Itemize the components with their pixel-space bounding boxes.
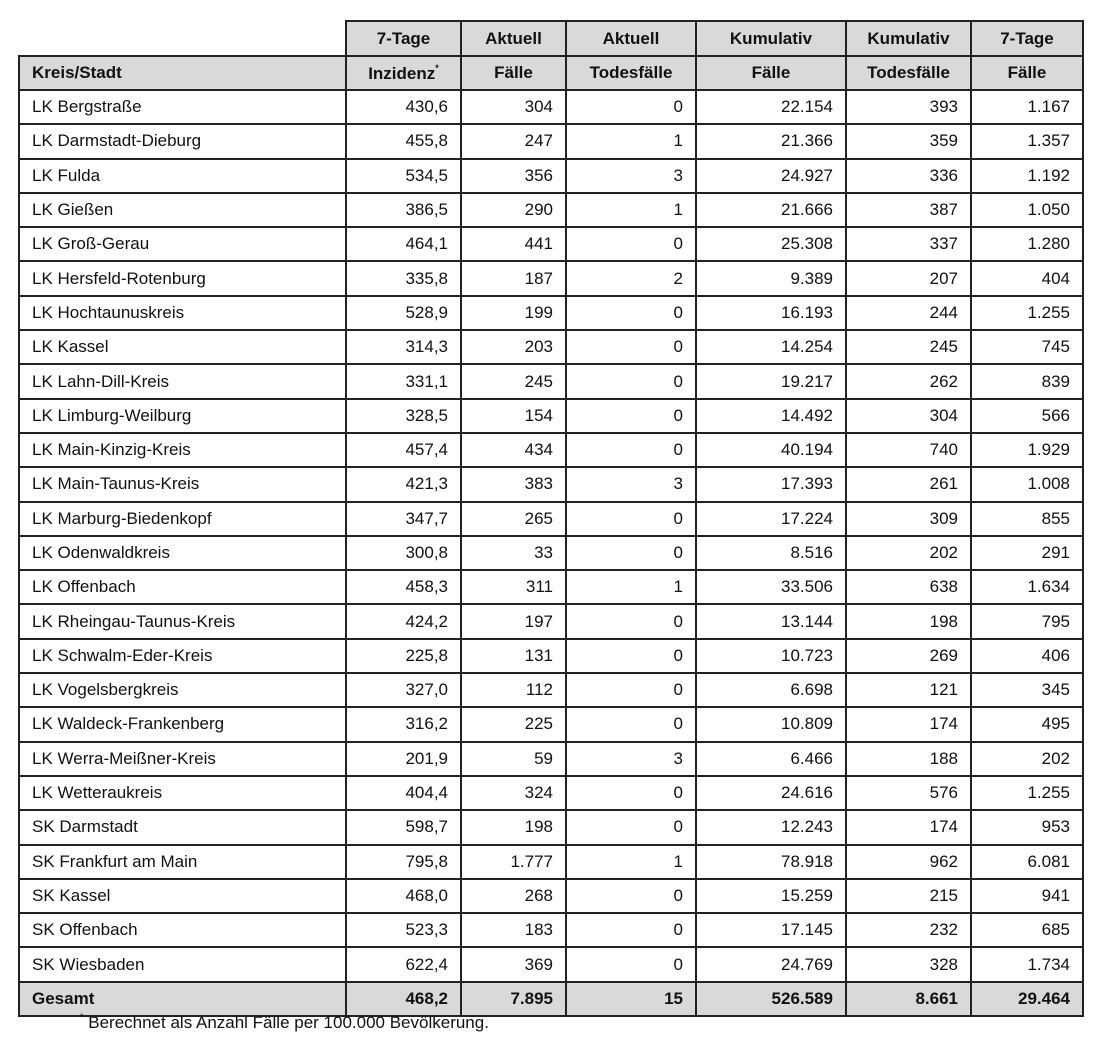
cell-name: LK Werra-Meißner-Kreis <box>19 742 346 776</box>
cell-deaths-cumulative: 261 <box>846 467 971 501</box>
cell-name: LK Offenbach <box>19 570 346 604</box>
cell-cases-cumulative: 14.254 <box>696 330 846 364</box>
cell-deaths-cumulative: 244 <box>846 296 971 330</box>
cell-cases-7day: 566 <box>971 399 1083 433</box>
cell-incidence: 523,3 <box>346 913 461 947</box>
cell-cases-7day: 1.634 <box>971 570 1083 604</box>
cell-cases-7day: 495 <box>971 707 1083 741</box>
cell-name: LK Hersfeld-Rotenburg <box>19 261 346 295</box>
cell-deaths-current: 3 <box>566 742 696 776</box>
cell-incidence: 464,1 <box>346 227 461 261</box>
cell-incidence: 528,9 <box>346 296 461 330</box>
cell-cases-current: 369 <box>461 947 566 981</box>
cell-cases-7day: 1.192 <box>971 159 1083 193</box>
cell-incidence: 335,8 <box>346 261 461 295</box>
cell-incidence: 534,5 <box>346 159 461 193</box>
cell-name: LK Gießen <box>19 193 346 227</box>
cell-deaths-cumulative: 269 <box>846 639 971 673</box>
cell-incidence: 316,2 <box>346 707 461 741</box>
cell-cases-cumulative: 24.769 <box>696 947 846 981</box>
total-cases-7day: 29.464 <box>971 982 1083 1016</box>
cell-cases-current: 1.777 <box>461 845 566 879</box>
cell-deaths-current: 1 <box>566 570 696 604</box>
cell-cases-cumulative: 78.918 <box>696 845 846 879</box>
table-row <box>19 227 1083 261</box>
cell-cases-current: 154 <box>461 399 566 433</box>
cell-cases-current: 112 <box>461 673 566 707</box>
cell-deaths-cumulative: 215 <box>846 879 971 913</box>
cell-cases-cumulative: 9.389 <box>696 261 846 295</box>
table-row <box>19 90 1083 124</box>
cell-deaths-current: 0 <box>566 433 696 467</box>
footnote-text: Berechnet als Anzahl Fälle per 100.000 Bevölkerung. <box>83 1013 489 1032</box>
cell-name: SK Wiesbaden <box>19 947 346 981</box>
cell-deaths-current: 0 <box>566 879 696 913</box>
header-incidence <box>346 56 461 90</box>
cell-incidence: 424,2 <box>346 604 461 638</box>
cell-deaths-cumulative: 740 <box>846 433 971 467</box>
cell-cases-7day: 1.929 <box>971 433 1083 467</box>
cell-deaths-cumulative: 304 <box>846 399 971 433</box>
cell-incidence: 404,4 <box>346 776 461 810</box>
total-cases-cumulative: 526.589 <box>696 982 846 1016</box>
cell-name: LK Bergstraße <box>19 90 346 124</box>
cell-cases-7day: 406 <box>971 639 1083 673</box>
cell-cases-current: 268 <box>461 879 566 913</box>
cell-cases-current: 59 <box>461 742 566 776</box>
cell-cases-7day: 745 <box>971 330 1083 364</box>
cell-cases-current: 198 <box>461 810 566 844</box>
cell-deaths-cumulative: 207 <box>846 261 971 295</box>
cell-name: LK Hochtaunuskreis <box>19 296 346 330</box>
header-cases-current-top: Aktuell <box>461 21 566 56</box>
header-cases-7day-top: 7-Tage <box>971 21 1083 56</box>
cell-deaths-current: 0 <box>566 536 696 570</box>
header-cases-cumulative: Fälle <box>696 56 846 90</box>
header-name: Kreis/Stadt <box>19 56 346 90</box>
table-row <box>19 502 1083 536</box>
cell-cases-current: 199 <box>461 296 566 330</box>
table-body <box>19 90 1083 982</box>
cell-incidence: 225,8 <box>346 639 461 673</box>
table-row <box>19 879 1083 913</box>
cell-cases-cumulative: 17.393 <box>696 467 846 501</box>
cell-cases-cumulative: 40.194 <box>696 433 846 467</box>
cell-cases-cumulative: 6.466 <box>696 742 846 776</box>
cell-incidence: 622,4 <box>346 947 461 981</box>
cell-cases-cumulative: 21.366 <box>696 124 846 158</box>
cell-deaths-current: 0 <box>566 399 696 433</box>
total-cases-current: 7.895 <box>461 982 566 1016</box>
cell-cases-cumulative: 16.193 <box>696 296 846 330</box>
cell-cases-cumulative: 25.308 <box>696 227 846 261</box>
table-row <box>19 707 1083 741</box>
cell-deaths-cumulative: 393 <box>846 90 971 124</box>
table-row <box>19 604 1083 638</box>
cell-deaths-current: 3 <box>566 159 696 193</box>
table-row <box>19 673 1083 707</box>
cell-incidence: 300,8 <box>346 536 461 570</box>
footnote-marker: * <box>435 62 439 73</box>
table-row <box>19 639 1083 673</box>
cell-name: LK Limburg-Weilburg <box>19 399 346 433</box>
table-row <box>19 742 1083 776</box>
cell-cases-7day: 291 <box>971 536 1083 570</box>
cell-cases-7day: 953 <box>971 810 1083 844</box>
cell-incidence: 347,7 <box>346 502 461 536</box>
header-cases-current: Fälle <box>461 56 566 90</box>
cell-deaths-current: 3 <box>566 467 696 501</box>
total-incidence: 468,2 <box>346 982 461 1016</box>
cell-deaths-cumulative: 638 <box>846 570 971 604</box>
cell-incidence: 458,3 <box>346 570 461 604</box>
cell-cases-7day: 1.255 <box>971 776 1083 810</box>
cell-deaths-cumulative: 202 <box>846 536 971 570</box>
cell-name: LK Rheingau-Taunus-Kreis <box>19 604 346 638</box>
cell-cases-current: 203 <box>461 330 566 364</box>
cell-name: SK Frankfurt am Main <box>19 845 346 879</box>
cell-name: LK Main-Kinzig-Kreis <box>19 433 346 467</box>
table-row <box>19 536 1083 570</box>
cell-cases-current: 247 <box>461 124 566 158</box>
table-row <box>19 364 1083 398</box>
cell-deaths-current: 0 <box>566 502 696 536</box>
cell-cases-7day: 202 <box>971 742 1083 776</box>
cell-cases-current: 324 <box>461 776 566 810</box>
cell-cases-current: 434 <box>461 433 566 467</box>
cell-name: LK Kassel <box>19 330 346 364</box>
cell-cases-current: 183 <box>461 913 566 947</box>
cell-incidence: 314,3 <box>346 330 461 364</box>
cell-deaths-current: 0 <box>566 364 696 398</box>
footnote-asterisk: * <box>80 1012 84 1022</box>
cell-cases-cumulative: 21.666 <box>696 193 846 227</box>
cell-incidence: 455,8 <box>346 124 461 158</box>
cell-deaths-current: 0 <box>566 296 696 330</box>
cell-cases-cumulative: 24.927 <box>696 159 846 193</box>
cell-deaths-cumulative: 174 <box>846 707 971 741</box>
header-blank-cell <box>19 21 346 56</box>
footnote <box>80 1012 489 1033</box>
cell-name: LK Darmstadt-Dieburg <box>19 124 346 158</box>
cell-deaths-current: 0 <box>566 707 696 741</box>
cell-deaths-current: 0 <box>566 673 696 707</box>
cell-cases-cumulative: 24.616 <box>696 776 846 810</box>
cell-cases-7day: 1.357 <box>971 124 1083 158</box>
cell-incidence: 430,6 <box>346 90 461 124</box>
cell-cases-7day: 1.734 <box>971 947 1083 981</box>
cell-name: LK Schwalm-Eder-Kreis <box>19 639 346 673</box>
cell-deaths-cumulative: 262 <box>846 364 971 398</box>
header-incidence-label: Inzidenz <box>368 63 436 83</box>
cell-name: LK Fulda <box>19 159 346 193</box>
cell-cases-7day: 345 <box>971 673 1083 707</box>
cell-cases-7day: 6.081 <box>971 845 1083 879</box>
cell-name: LK Odenwaldkreis <box>19 536 346 570</box>
cell-deaths-cumulative: 336 <box>846 159 971 193</box>
table-row <box>19 810 1083 844</box>
cell-deaths-current: 0 <box>566 776 696 810</box>
header-row-bottom <box>19 56 1083 90</box>
cell-cases-7day: 685 <box>971 913 1083 947</box>
cell-name: LK Main-Taunus-Kreis <box>19 467 346 501</box>
cell-deaths-cumulative: 245 <box>846 330 971 364</box>
cell-cases-7day: 839 <box>971 364 1083 398</box>
cell-deaths-current: 0 <box>566 947 696 981</box>
table-row <box>19 124 1083 158</box>
header-deaths-cumulative: Todesfälle <box>846 56 971 90</box>
cell-deaths-cumulative: 232 <box>846 913 971 947</box>
cell-deaths-current: 0 <box>566 604 696 638</box>
header-row-top <box>19 21 1083 56</box>
cell-cases-current: 187 <box>461 261 566 295</box>
table-row <box>19 845 1083 879</box>
table-row <box>19 433 1083 467</box>
header-deaths-current: Todesfälle <box>566 56 696 90</box>
cell-deaths-current: 0 <box>566 810 696 844</box>
cell-deaths-current: 0 <box>566 330 696 364</box>
cell-cases-7day: 404 <box>971 261 1083 295</box>
header-deaths-cumulative-top: Kumulativ <box>846 21 971 56</box>
cell-incidence: 421,3 <box>346 467 461 501</box>
cell-cases-cumulative: 14.492 <box>696 399 846 433</box>
cell-cases-7day: 1.008 <box>971 467 1083 501</box>
cell-deaths-cumulative: 337 <box>846 227 971 261</box>
table-row <box>19 330 1083 364</box>
cell-cases-7day: 855 <box>971 502 1083 536</box>
cell-deaths-cumulative: 387 <box>846 193 971 227</box>
cell-deaths-cumulative: 576 <box>846 776 971 810</box>
cell-cases-current: 225 <box>461 707 566 741</box>
cell-cases-7day: 1.255 <box>971 296 1083 330</box>
cell-cases-cumulative: 22.154 <box>696 90 846 124</box>
cell-cases-current: 33 <box>461 536 566 570</box>
total-deaths-current: 15 <box>566 982 696 1016</box>
cell-incidence: 327,0 <box>346 673 461 707</box>
cell-cases-cumulative: 6.698 <box>696 673 846 707</box>
cell-cases-cumulative: 19.217 <box>696 364 846 398</box>
table-row <box>19 467 1083 501</box>
header-incidence-top: 7-Tage <box>346 21 461 56</box>
cell-cases-cumulative: 8.516 <box>696 536 846 570</box>
header-cases-7day: Fälle <box>971 56 1083 90</box>
table-row <box>19 159 1083 193</box>
header-cases-cumulative-top: Kumulativ <box>696 21 846 56</box>
cell-cases-current: 356 <box>461 159 566 193</box>
cell-incidence: 201,9 <box>346 742 461 776</box>
cell-cases-cumulative: 15.259 <box>696 879 846 913</box>
cell-cases-7day: 1.050 <box>971 193 1083 227</box>
cell-cases-cumulative: 13.144 <box>696 604 846 638</box>
cell-cases-7day: 1.280 <box>971 227 1083 261</box>
cell-deaths-current: 1 <box>566 193 696 227</box>
cell-cases-7day: 941 <box>971 879 1083 913</box>
cell-cases-cumulative: 17.145 <box>696 913 846 947</box>
table-row <box>19 296 1083 330</box>
cell-deaths-current: 1 <box>566 124 696 158</box>
cell-incidence: 386,5 <box>346 193 461 227</box>
cell-cases-cumulative: 33.506 <box>696 570 846 604</box>
cell-deaths-current: 0 <box>566 639 696 673</box>
cell-incidence: 331,1 <box>346 364 461 398</box>
cell-name: LK Vogelsbergkreis <box>19 673 346 707</box>
cell-cases-current: 245 <box>461 364 566 398</box>
cell-cases-current: 131 <box>461 639 566 673</box>
cell-incidence: 468,0 <box>346 879 461 913</box>
total-row <box>19 982 1083 1016</box>
cell-name: LK Waldeck-Frankenberg <box>19 707 346 741</box>
table-row <box>19 399 1083 433</box>
table-row <box>19 947 1083 981</box>
cell-cases-cumulative: 10.723 <box>696 639 846 673</box>
cell-name: LK Wetteraukreis <box>19 776 346 810</box>
cell-cases-7day: 795 <box>971 604 1083 638</box>
header-deaths-current-top: Aktuell <box>566 21 696 56</box>
total-name: Gesamt <box>19 982 346 1016</box>
table-row <box>19 776 1083 810</box>
cell-deaths-cumulative: 121 <box>846 673 971 707</box>
cell-deaths-cumulative: 359 <box>846 124 971 158</box>
cell-cases-current: 383 <box>461 467 566 501</box>
cell-cases-current: 304 <box>461 90 566 124</box>
cell-name: SK Darmstadt <box>19 810 346 844</box>
cell-cases-current: 311 <box>461 570 566 604</box>
cell-deaths-cumulative: 174 <box>846 810 971 844</box>
cell-deaths-current: 2 <box>566 261 696 295</box>
cell-incidence: 457,4 <box>346 433 461 467</box>
table-row <box>19 261 1083 295</box>
cell-name: SK Kassel <box>19 879 346 913</box>
cell-cases-cumulative: 10.809 <box>696 707 846 741</box>
table-row <box>19 570 1083 604</box>
table-row <box>19 913 1083 947</box>
cell-deaths-current: 0 <box>566 90 696 124</box>
cell-name: SK Offenbach <box>19 913 346 947</box>
cell-incidence: 328,5 <box>346 399 461 433</box>
cell-deaths-cumulative: 328 <box>846 947 971 981</box>
cell-deaths-cumulative: 962 <box>846 845 971 879</box>
cell-deaths-cumulative: 198 <box>846 604 971 638</box>
cell-deaths-current: 0 <box>566 227 696 261</box>
cell-cases-current: 290 <box>461 193 566 227</box>
cell-cases-current: 197 <box>461 604 566 638</box>
cell-cases-cumulative: 12.243 <box>696 810 846 844</box>
cell-deaths-cumulative: 309 <box>846 502 971 536</box>
cell-cases-current: 265 <box>461 502 566 536</box>
table-row <box>19 193 1083 227</box>
covid-statistics-table <box>18 20 1084 1017</box>
cell-name: LK Lahn-Dill-Kreis <box>19 364 346 398</box>
cell-incidence: 795,8 <box>346 845 461 879</box>
cell-deaths-current: 0 <box>566 913 696 947</box>
cell-name: LK Marburg-Biedenkopf <box>19 502 346 536</box>
cell-deaths-current: 1 <box>566 845 696 879</box>
cell-cases-cumulative: 17.224 <box>696 502 846 536</box>
cell-cases-current: 441 <box>461 227 566 261</box>
cell-name: LK Groß-Gerau <box>19 227 346 261</box>
cell-deaths-cumulative: 188 <box>846 742 971 776</box>
cell-incidence: 598,7 <box>346 810 461 844</box>
cell-cases-7day: 1.167 <box>971 90 1083 124</box>
total-deaths-cumulative: 8.661 <box>846 982 971 1016</box>
